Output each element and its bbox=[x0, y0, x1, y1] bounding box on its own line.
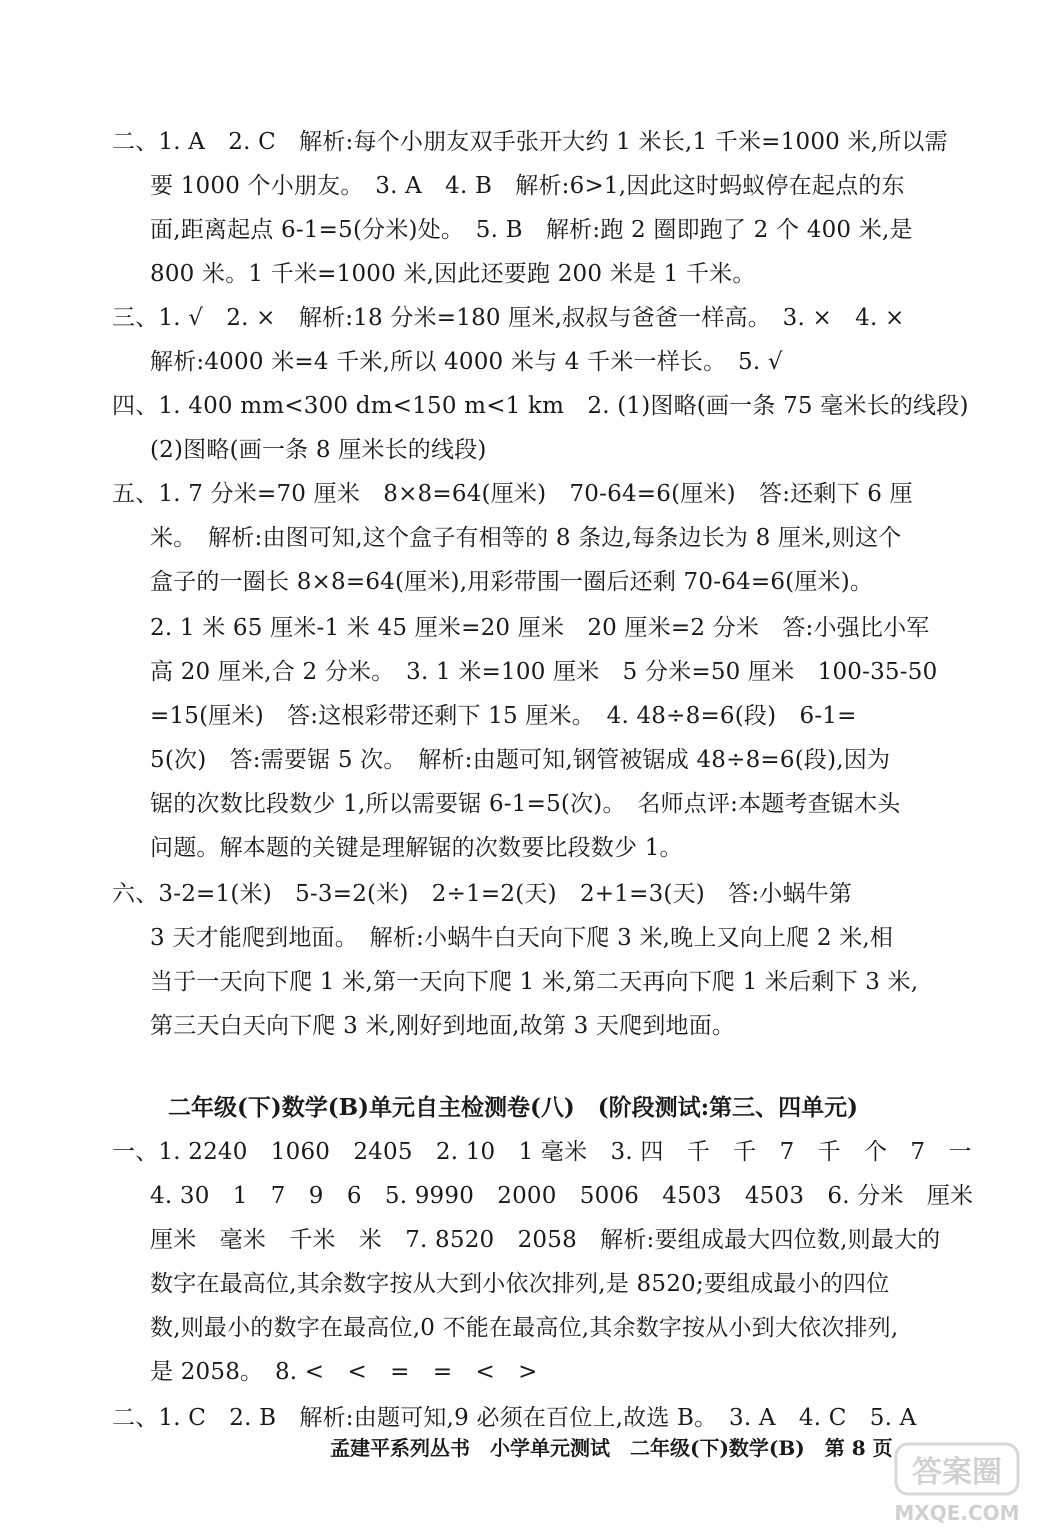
answer-line: 第三天白天向下爬 3 米,刚好到地面,故第 3 天爬到地面。 bbox=[150, 1013, 736, 1039]
answer-line: 二、1. A 2. C 解析:每个小朋友双手张开大约 1 米长,1 千米=1000 米,所以需 bbox=[112, 129, 948, 155]
answer-line: 当于一天向下爬 1 米,第一天向下爬 1 米,第二天再向下爬 1 米后剩下 3 米, bbox=[150, 969, 919, 995]
answer-line: 3 天才能爬到地面。 解析:小蜗牛白天向下爬 3 米,晚上又向上爬 2 米,相 bbox=[150, 925, 894, 951]
answer-line: 5(次) 答:需要锯 5 次。 解析:由题可知,钢管被锯成 48÷8=6(段),因为 bbox=[150, 747, 891, 773]
answer-line: 四、1. 400 mm<300 dm<150 m<1 km 2. (1)图略(画一条 75 毫米长的线段) bbox=[112, 393, 969, 419]
answer-line: 高 20 厘米,合 2 分米。 3. 1 米=100 厘米 5 分米=50 厘米 100-35-50 bbox=[150, 659, 938, 685]
answer-line: 800 米。1 千米=1000 米,因此还要跑 200 米是 1 千米。 bbox=[150, 261, 756, 287]
answer-line: 面,距离起点 6-1=5(分米)处。 5. B 解析:跑 2 圈即跑了 2 个 400 米,是 bbox=[150, 217, 913, 243]
answer-line: 是 2058。 8. < < = = < > bbox=[150, 1359, 538, 1385]
page-footer: 孟建平系列丛书 小学单元测试 二年级(下)数学(B) 第 8 页 bbox=[330, 1436, 893, 1460]
watermark-url: MXQE.COM bbox=[894, 1501, 1020, 1525]
answer-line: 米。 解析:由图可知,这个盒子有相等的 8 条边,每条边长为 8 厘米,则这个 bbox=[150, 525, 902, 551]
answer-line: 问题。解本题的关键是理解锯的次数要比段数少 1。 bbox=[150, 835, 683, 861]
watermark-logo-icon bbox=[892, 1440, 1022, 1526]
answer-line: 2. 1 米 65 厘米-1 米 45 厘米=20 厘米 20 厘米=2 分米 答:小强比小军 bbox=[150, 615, 930, 641]
answer-line: 二、1. C 2. B 解析:由题可知,9 必须在百位上,故选 B。 3. A 4. C 5. A bbox=[112, 1405, 917, 1431]
answer-line: 一、1. 2240 1060 2405 2. 10 1 毫米 3. 四 千 千 7 千 个 7 一 bbox=[112, 1139, 972, 1165]
watermark-text: 答案圈 bbox=[912, 1455, 1002, 1490]
answer-line: =15(厘米) 答:这根彩带还剩下 15 厘米。 4. 48÷8=6(段) 6-1= bbox=[150, 703, 857, 729]
section-title: 二年级(下)数学(B)单元自主检测卷(八) (阶段测试:第三、四单元) bbox=[168, 1094, 858, 1121]
answer-line: 数,则最小的数字在最高位,0 不能在最高位,其余数字按从小到大依次排列, bbox=[150, 1315, 899, 1341]
answer-line: 要 1000 个小朋友。 3. A 4. B 解析:6>1,因此这时蚂蚁停在起点的东 bbox=[150, 173, 905, 199]
answer-line: 数字在最高位,其余数字按从大到小依次排列,是 8520;要组成最小的四位 bbox=[150, 1271, 890, 1297]
answer-line: 厘米 毫米 千米 米 7. 8520 2058 解析:要组成最大四位数,则最大的 bbox=[150, 1227, 941, 1253]
answer-line: 三、1. √ 2. × 解析:18 分米=180 厘米,叔叔与爸爸一样高。 3. × 4. × bbox=[112, 305, 905, 331]
answer-line: 锯的次数比段数少 1,所以需要锯 6-1=5(次)。 名师点评:本题考查锯木头 bbox=[150, 791, 901, 817]
answer-line: (2)图略(画一条 8 厘米长的线段) bbox=[150, 437, 487, 463]
answer-line: 4. 30 1 7 9 6 5. 9990 2000 5006 4503 4503 6. 分米 厘米 bbox=[150, 1183, 974, 1209]
answer-line: 解析:4000 米=4 千米,所以 4000 米与 4 千米一样长。 5. √ bbox=[150, 349, 783, 375]
answer-line: 六、3-2=1(米) 5-3=2(米) 2÷1=2(天) 2+1=3(天) 答:小蜗牛第 bbox=[112, 881, 853, 907]
answer-line: 五、1. 7 分米=70 厘米 8×8=64(厘米) 70-64=6(厘米) 答:还剩下 6 厘 bbox=[112, 481, 913, 507]
answer-line: 盒子的一圈长 8×8=64(厘米),用彩带围一圈后还剩 70-64=6(厘米)。 bbox=[150, 569, 874, 595]
